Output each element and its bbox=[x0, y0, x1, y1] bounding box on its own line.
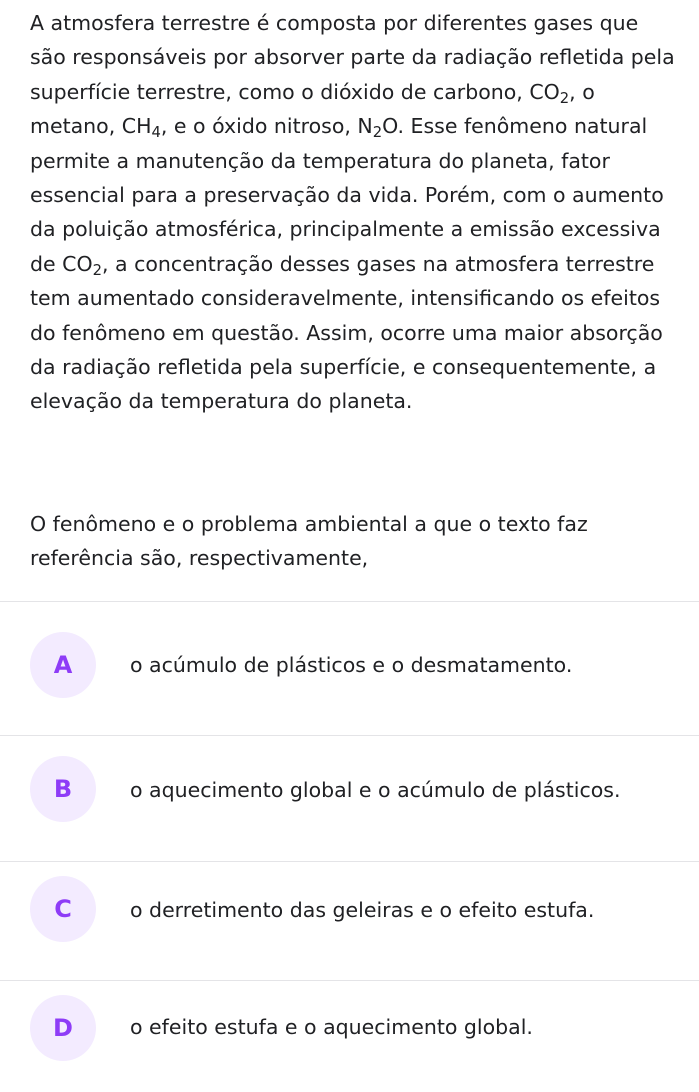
passage-segment: A atmosfera terrestre é composta por diferentes gases que são responsáveis por absorver parte da radiação refletida pela superfície terrestre, como o dióxido de carbono, bbox=[30, 11, 675, 104]
option-b[interactable] bbox=[30, 736, 689, 861]
option-letter-badge: C bbox=[30, 876, 96, 942]
chem-co2: $CO_2$ bbox=[62, 251, 102, 279]
option-text: o derretimento das geleiras e o efeito estufa. bbox=[130, 898, 595, 922]
option-a[interactable] bbox=[30, 602, 689, 735]
passage-segment: , e o óxido nitroso, bbox=[160, 114, 358, 139]
option-d[interactable] bbox=[30, 981, 689, 1089]
option-letter-badge: D bbox=[30, 995, 96, 1061]
option-text: o efeito estufa e o aquecimento global. bbox=[130, 1015, 533, 1039]
option-text: o acúmulo de plásticos e o desmatamento. bbox=[130, 653, 573, 677]
passage-text bbox=[30, 6, 680, 419]
option-c[interactable] bbox=[30, 862, 689, 980]
option-letter-badge: A bbox=[30, 632, 96, 698]
passage-segment: . Esse fenômeno natural permite a manutenção da temperatura do planeta, fator essencial para a preservação da vida. Porém, com o aumento da poluição atmosférica, principalmente a emissão excessiva de bbox=[30, 114, 664, 276]
passage-segment: , o metano, bbox=[30, 79, 595, 139]
passage-segment: , a concentração desses gases na atmosfera terrestre tem aumentado consideravelmente, intensificando os efeitos do fenômeno em questão. Assim, ocorre uma maior absorção da radiação refletida pela superfície, e consequentemente, a elevação da temperatura do planeta. bbox=[30, 251, 663, 414]
question-stem: O fenômeno e o problema ambiental a que o texto faz referência são, respectivamente, bbox=[30, 512, 588, 571]
option-letter-badge: B bbox=[30, 756, 96, 822]
chem-n2o: $N_2O$ bbox=[357, 114, 398, 142]
chem-co2: $CO_2$ bbox=[529, 79, 570, 107]
option-text: o aquecimento global e o acúmulo de plásticos. bbox=[130, 778, 621, 802]
chem-ch4: $CH_4$ bbox=[121, 114, 161, 142]
